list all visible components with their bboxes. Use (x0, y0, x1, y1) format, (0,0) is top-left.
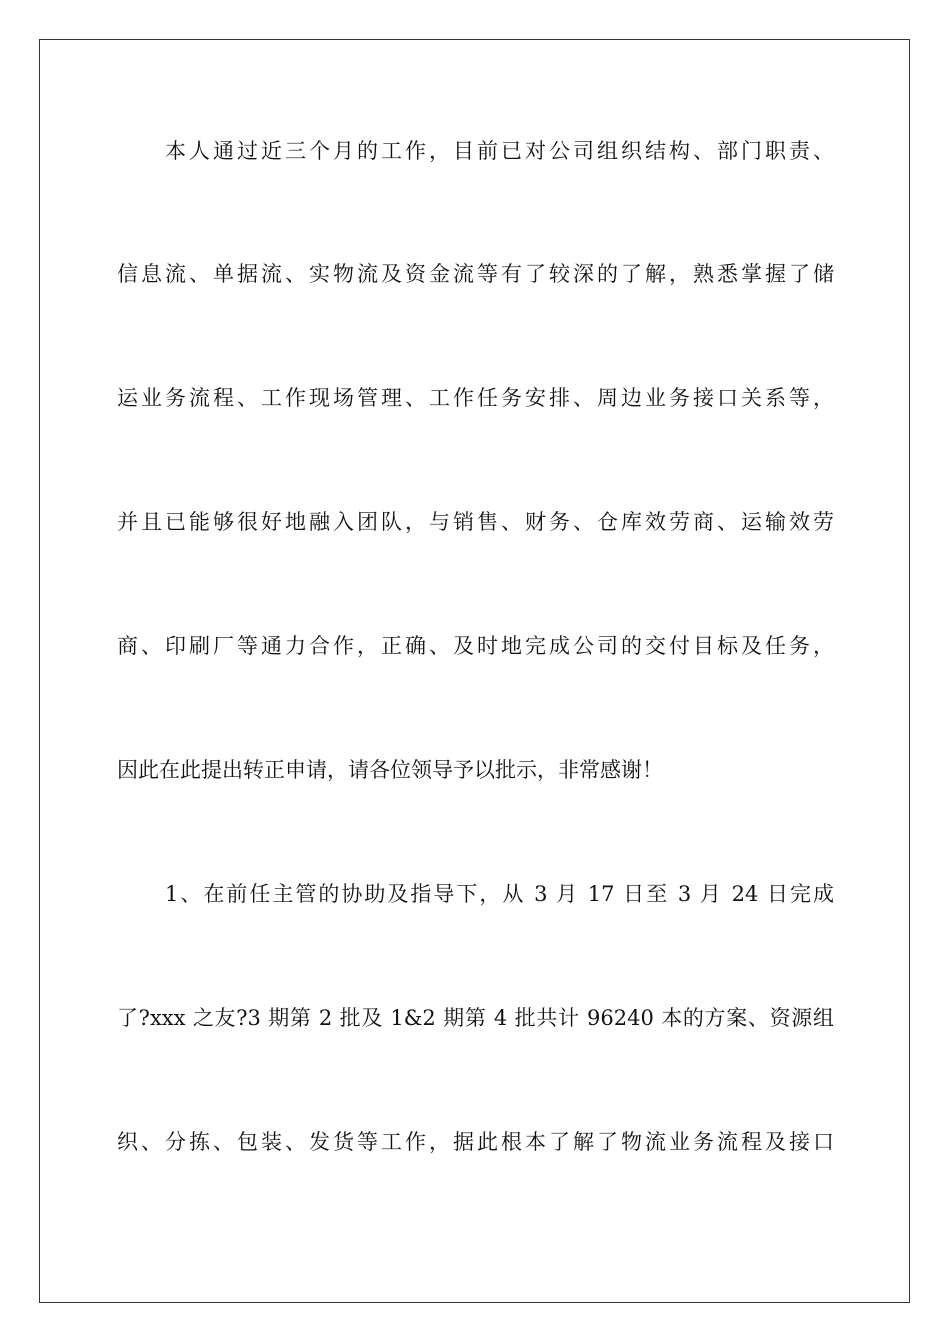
paragraph-1-line-5: 商、印刷厂等通力合作，正确、及时地完成公司的交付目标及任务， (117, 634, 834, 658)
paragraph-2-line-1: 1、在前任主管的协助及指导下，从 3 月 17 日至 3 月 24 日完成 (165, 882, 834, 906)
paragraph-1-line-2: 信息流、单据流、实物流及资金流等有了较深的了解，熟悉掌握了储 (117, 262, 834, 286)
paragraph-1-line-4: 并且已能够很好地融入团队，与销售、财务、仓库效劳商、运输效劳 (117, 510, 834, 534)
paragraph-1-line-1: 本人通过近三个月的工作，目前已对公司组织结构、部门职责、 (165, 139, 834, 163)
paragraph-1-line-3: 运业务流程、工作现场管理、工作任务安排、周边业务接口关系等， (117, 386, 834, 410)
paragraph-2-line-2: 了?xxx 之友?3 期第 2 批及 1&2 期第 4 批共计 96240 本的方案、资源组 (117, 1006, 834, 1030)
paragraph-2-line-3: 织、分拣、包装、发货等工作，据此根本了解了物流业务流程及接口 (117, 1130, 834, 1154)
page-border (39, 39, 910, 1303)
paragraph-1-line-6: 因此在此提出转正申请，请各位领导予以批示，非常感谢！ (117, 758, 663, 782)
